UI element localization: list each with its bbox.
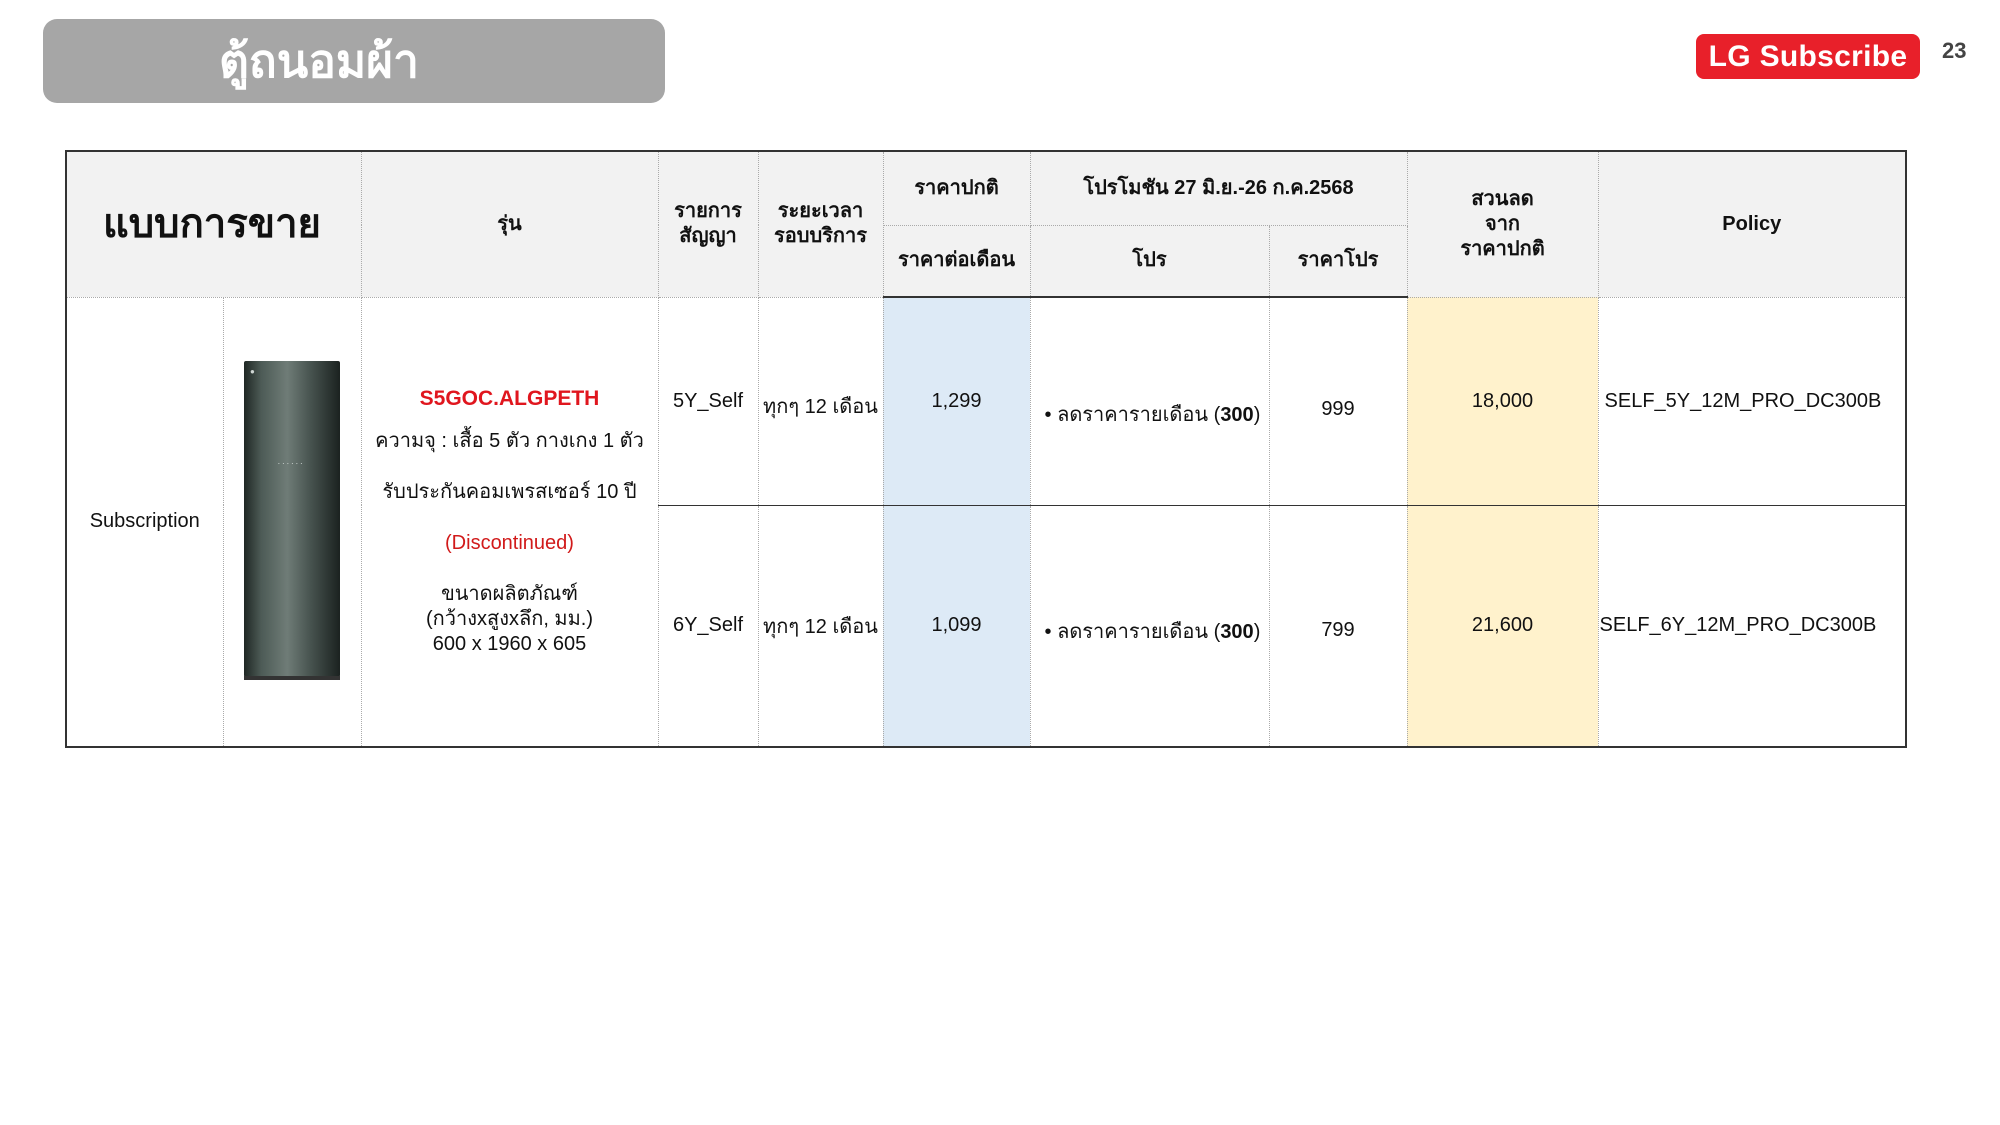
header-discount-line1: สวนลด [1471, 187, 1534, 210]
promo-price-cell: 799 [1269, 505, 1407, 747]
model-capacity: ความจุ : เสื้อ 5 ตัว กางเกง 1 ตัว [375, 429, 644, 452]
promo-amount: 300 [1220, 404, 1254, 426]
model-warranty: รับประกันคอมเพรสเซอร์ 10 ปี [382, 480, 637, 503]
policy-cell: SELF_5Y_12M_PRO_DC300B [1598, 297, 1906, 505]
header-contract-line2: สัญญา [679, 225, 737, 248]
header-discount-line3: ราคาปกติ [1460, 237, 1545, 260]
product-image-cell [223, 297, 361, 747]
model-size-label: ขนาดผลิตภัณฑ์ [441, 582, 578, 605]
header-policy: Policy [1598, 151, 1906, 297]
policy-cell: SELF_6Y_12M_PRO_DC300B [1598, 505, 1906, 747]
monthly-price-cell: 1,299 [883, 297, 1030, 505]
discount-cell: 21,600 [1407, 505, 1598, 747]
promo-cell [1030, 297, 1269, 505]
table-row [66, 297, 1906, 505]
discount-cell: 18,000 [1407, 297, 1598, 505]
header-promo: โปร [1030, 225, 1269, 297]
page-title [43, 19, 665, 103]
header-discount [1407, 151, 1598, 297]
clothing-care-cabinet-image [244, 361, 340, 677]
model-size-unit: (กว้างxสูงxลึก, มม.) [425, 607, 594, 630]
header-promotion: โปรโมชัน 27 มิ.ย.-26 ก.ค.2568 [1030, 151, 1407, 225]
cabinet-logo-mark: ● [250, 366, 255, 376]
header-monthly-price: ราคาต่อเดือน [883, 225, 1030, 297]
lg-subscribe-logo-text: LG Subscribe [1708, 39, 1908, 73]
header-discount-line2: จาก [1484, 212, 1521, 235]
header-contract [658, 151, 758, 297]
contract-cell: 5Y_Self [658, 297, 758, 505]
page-number: 23 [1942, 38, 1967, 63]
header-contract-line1: รายการ [674, 200, 742, 223]
contract-cell: 6Y_Self [658, 505, 758, 747]
header-row-1 [66, 151, 1906, 225]
lg-subscribe-logo [1696, 34, 1920, 79]
header-sales-type: แบบการขาย [66, 151, 361, 297]
model-code: S5GOC.ALGPETH [419, 386, 600, 410]
model-size-value: 600 x 1960 x 605 [432, 632, 587, 655]
header-model: รุ่น [361, 151, 658, 297]
header-period [758, 151, 883, 297]
promo-price-cell: 999 [1269, 297, 1407, 505]
sales-type-cell: Subscription [66, 297, 223, 747]
header-promo-price: ราคาโปร [1269, 225, 1407, 297]
pricing-table [65, 150, 1907, 748]
monthly-price-cell: 1,099 [883, 505, 1030, 747]
cabinet-display-dots: ∙∙∙∙∙∙ [277, 457, 305, 468]
header-period-line2: รอบบริการ [774, 225, 867, 248]
header-period-line1: ระยะเวลา [777, 200, 864, 223]
bullet-icon: • [1044, 404, 1058, 426]
model-status: (Discontinued) [445, 531, 574, 554]
header-regular-price: ราคาปกติ [883, 151, 1030, 225]
promo-prefix: ลดราคารายเดือน ( [1057, 404, 1221, 426]
promo-prefix: ลดราคารายเดือน ( [1057, 620, 1221, 643]
cabinet-base [244, 676, 340, 680]
promo-suffix: ) [1253, 404, 1261, 426]
period-cell: ทุกๆ 12 เดือน [758, 297, 883, 505]
promo-amount: 300 [1220, 620, 1254, 643]
promo-suffix: ) [1253, 620, 1261, 643]
page-title-text: ตู้ถนอมผ้า [219, 34, 419, 87]
period-cell: ทุกๆ 12 เดือน [758, 505, 883, 747]
promo-cell [1030, 505, 1269, 747]
model-cell [361, 297, 658, 747]
bullet-icon: • [1044, 620, 1058, 643]
